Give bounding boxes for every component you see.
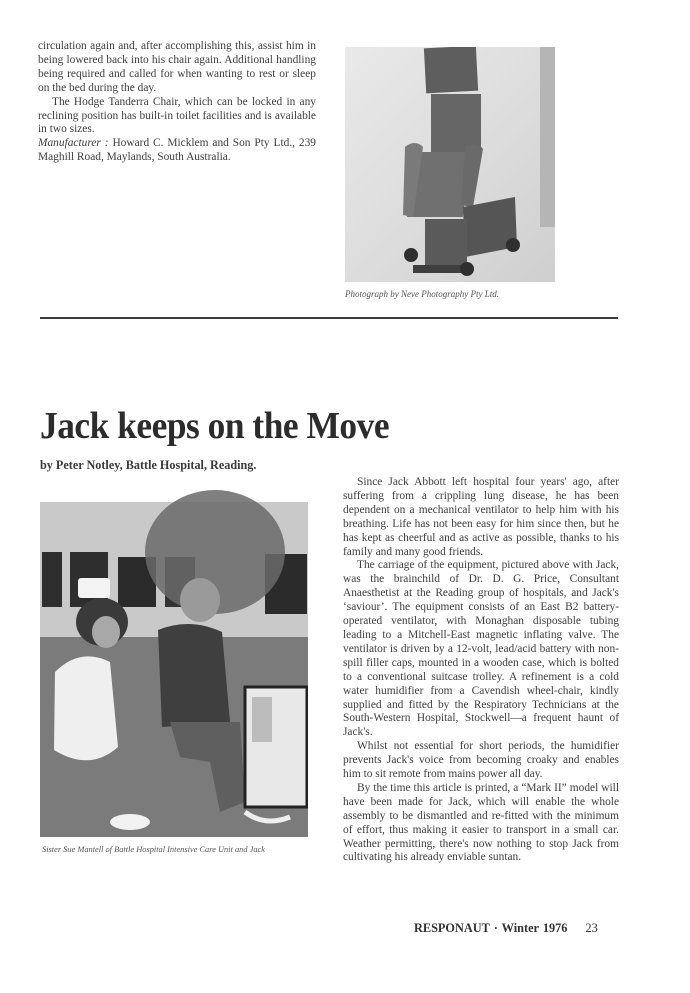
top-left-column xyxy=(38,40,316,165)
nurse-and-patient-photo xyxy=(40,482,308,837)
paragraph: circulation again and, after accomplishing this, assist him in being lowered back into his chair again. Additional handling being required and called for when wanting to rest or sleep on the bed during the day. xyxy=(38,40,316,94)
publication-name: RESPONAUT · Winter 1976 xyxy=(414,921,568,935)
article-body xyxy=(343,476,619,865)
chair-illustration-icon xyxy=(345,47,555,282)
photo-caption: Sister Sue Mantell of Battle Hospital Intensive Care Unit and Jack xyxy=(42,845,265,854)
manufacturer-label: Manufacturer : xyxy=(38,137,109,150)
article-byline: by Peter Notley, Battle Hospital, Reading. xyxy=(40,458,257,472)
outdoor-scene-illustration-icon xyxy=(40,482,308,837)
paragraph: The Hodge Tanderra Chair, which can be locked in any reclining position has built-in toilet facilities and is available in two sizes. xyxy=(38,95,316,136)
paragraph: The carriage of the equipment, pictured above with Jack, was the brainchild of Dr. D. G. Price, Consultant Anaesthetist at the Reading group of hospitals, and Jack's ‘saviour’. The equipment consists of an East B2 battery-operated ventilator, with Monaghan disposable tubing leading to a Mitchell-East magnetic inflating valve. The ventilator is driven by a 12-volt, lead/acid battery with non-spill filler caps, mounted in a wooden case, which is bolted to a conventional suitcase trolley. A refinement is a cold water humidifier from a Cavendish wheel-chair, kindly supplied and fitted by the Respiratory Technicians at the South-Western Hospital, Stockwell—a frequent haunt of Jack's. xyxy=(343,559,619,739)
manufacturer-line xyxy=(38,137,316,165)
reclining-chair-photo xyxy=(345,47,555,282)
paragraph: Whilst not essential for short periods, the humidifier prevents Jack's voice from becoming croaky and enables him to sit remote from mains power all day. xyxy=(343,740,619,781)
article-headline: Jack keeps on the Move xyxy=(40,405,390,447)
page-number: 23 xyxy=(585,921,598,935)
paragraph: Since Jack Abbott left hospital four years' ago, after suffering from a crippling lung disease, he has been dependent on a mechanical ventilator to help him with his breathing. Life has not been easy for him since then, but he has kept as cheerful and as active as possible, thanks to his family and many good friends. xyxy=(343,476,619,558)
page-footer xyxy=(414,921,598,936)
photo-caption: Photograph by Neve Photography Pty Ltd. xyxy=(345,289,499,299)
manufacturer-text: Howard C. Micklem and Son Pty Ltd., 239 Maghill Road, Maylands, South Australia. xyxy=(38,137,316,164)
paragraph: By the time this article is printed, a “Mark II” model will have been made for Jack, which will enable the whole assembly to be dismantled and re-fitted with the minimum of effort, thus making it easier to transport in a small car. Weather permitting, there's now nothing to stop Jack from cultivating his already enviable suntan. xyxy=(343,781,619,864)
section-divider xyxy=(40,317,618,319)
